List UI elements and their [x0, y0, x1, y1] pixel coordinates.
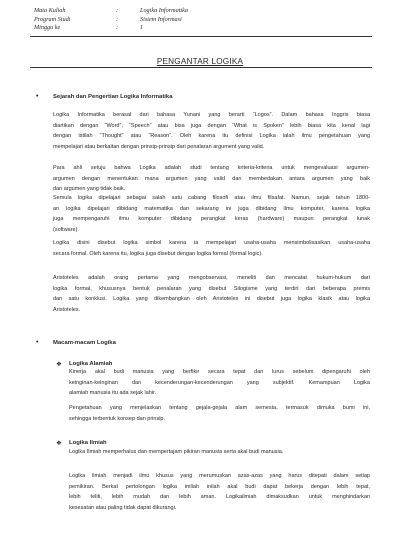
paragraph-scientific-intro: [69, 447, 370, 458]
paragraph-line: alamiah manusia itu ada sejak lahir.: [69, 390, 157, 397]
course-meta: [34, 7, 274, 33]
paragraph-aristotle: [53, 273, 370, 315]
diamond-bullet-icon: ❖: [56, 361, 62, 368]
paragraph-line: kesesatan atau paling tidak dapat dikurangi.: [69, 504, 177, 511]
paragraph-line: Semula logika dipelajari sebagai salah satu cabang filosofi atau ilmu filsafat. Namun, sejak tahun 1800-: [53, 195, 370, 201]
paragraph-line: juga mempengaruhi ilmu komputer dibidang perangkat keras (hardware) maupun perangkat lunak: [53, 216, 370, 223]
paragraph-line: logika formal, khususnya bentuk penalaran yang disebut Silogisme yang terdiri dari beberapa premis: [53, 285, 370, 292]
paragraph-line: sehingga terbentuk konsep dan prinsip.: [69, 415, 166, 422]
paragraph-line: pemikiran. Berkat pertolongan logika imliah inilah akal budi dapat bekerja dengan lebih tepat,: [69, 483, 370, 490]
paragraph-line: dan satu konklusi. Logika yang dikembangkan oleh Aristoteles ini disebut juga logika klasik atau logika: [53, 296, 370, 303]
paragraph-natural-logic: [69, 367, 370, 399]
meta-sep: :: [116, 24, 119, 32]
title-divider: [30, 67, 372, 68]
meta-key: Minggu ke: [34, 24, 61, 32]
paragraph-natural-knowledge: [69, 403, 370, 424]
paragraph-line: dan argumen yang tidak baik.: [53, 186, 126, 193]
meta-value: 1: [140, 24, 144, 32]
paragraph-line: argumen dengan menentukan mana argumen yang valid dan membedakan antara argumen yang baik: [53, 175, 370, 182]
paragraph-line: diartikan dengan “Word”, “Speech” atau bisa juga dengan “What is Spoken” lebih biasa kita kenal lagi: [53, 122, 370, 129]
paragraph-line: keinginan-keinginan dan kecenderungan-kecenderungan yang subjektif. Kemampuan Logika: [69, 379, 370, 386]
paragraph-line: Logika disini disebut logika simbol karena ia mempelajari usaha-usaha mensimbolisasikan usaha-usaha: [53, 240, 370, 246]
paragraph-scientific-logic: [69, 471, 370, 513]
meta-row-course: [34, 7, 274, 16]
meta-key: Program Studi: [34, 15, 71, 23]
page-title: [0, 57, 400, 66]
paragraph-definition: [53, 110, 370, 152]
paragraph-line: Logika ilmiah menjadi ilmu khusus yang merumuskan azas-azas yang harus ditepati dalam setiap: [69, 473, 370, 479]
paragraph-line: Logika Ilmiah memperhalus dan mempertajam pikiran manusia serta akal budi manusia.: [69, 449, 284, 455]
header-divider: [30, 36, 372, 37]
paragraph-line: mempelajari atau berkaitan dengan prinsip-prinsip dari penalaran argument yang valid.: [53, 143, 265, 150]
paragraph-line: Aristoteles adalah orang pertama yang mengobservasi, meneliti dan mencatat hukum-hukum dari: [53, 275, 370, 281]
section-bullet: •: [36, 93, 39, 100]
page-title-text: PENGANTAR LOGIKA: [156, 57, 244, 66]
meta-row-program: [34, 16, 274, 25]
section-bullet: •: [36, 339, 39, 346]
paragraph-experts: [53, 163, 370, 195]
meta-sep: :: [116, 15, 119, 23]
paragraph-symbolic: [53, 238, 370, 259]
diamond-bullet-icon: ❖: [56, 440, 62, 447]
meta-value: Sistem Informasi: [140, 15, 182, 23]
subheading-scientific-logic: Logika Ilmiah: [69, 440, 107, 446]
meta-key: Mata Kuliah: [34, 7, 66, 14]
section-heading-history: Sejarah dan Pengertian Logika Informatika: [53, 94, 173, 100]
meta-row-week: [34, 24, 274, 33]
paragraph-line: (software).: [53, 226, 79, 233]
paragraph-line: an logika dipelajari dibidang matematika dan sekarang ini juga dibidang ilmu komputer, karena logika: [53, 205, 370, 212]
meta-sep: :: [116, 7, 119, 14]
paragraph-line: secara formal. Oleh karena itu, logika juga disebut dengan logika formal (formal logic).: [53, 250, 263, 257]
paragraph-line: Logika Informatika berasal dari bahasa Yunani yang berarti “Logos”. Dalam bahasa Inggris biasa: [53, 112, 370, 118]
meta-value: Logika Informatika: [140, 7, 188, 14]
paragraph-line: Kinerja akal budi manusia yang berfikir secara tepat dan lurus sebelum dipengaruhi oleh: [69, 369, 370, 375]
section-heading-types: Macam-macam Logika: [53, 340, 116, 346]
paragraph-line: dengan istilah “Thought” atau “Reason”. Oleh karena itu definisi Logika ialah ilmu pengetahuan yang: [53, 133, 370, 140]
paragraph-line: Para ahli setuju bahwa Logika adalah studi tentang kriteria-kriteria untuk mengevaluasi argumen-: [53, 165, 370, 171]
paragraph-history: [53, 193, 370, 235]
subheading-natural-logic: Logika Alamiah: [69, 361, 113, 367]
paragraph-line: Pengetahuan yang menjelaskan tentang gejala-gejala alam semesta, termasuk dimuka bumi ini,: [69, 405, 370, 411]
paragraph-line: lebih teliti, lebih mudah dan lebih aman. Logikailmiah dimaksudkan untuk menghindarkan: [69, 494, 370, 501]
paragraph-line: Aristoteles.: [53, 306, 81, 313]
